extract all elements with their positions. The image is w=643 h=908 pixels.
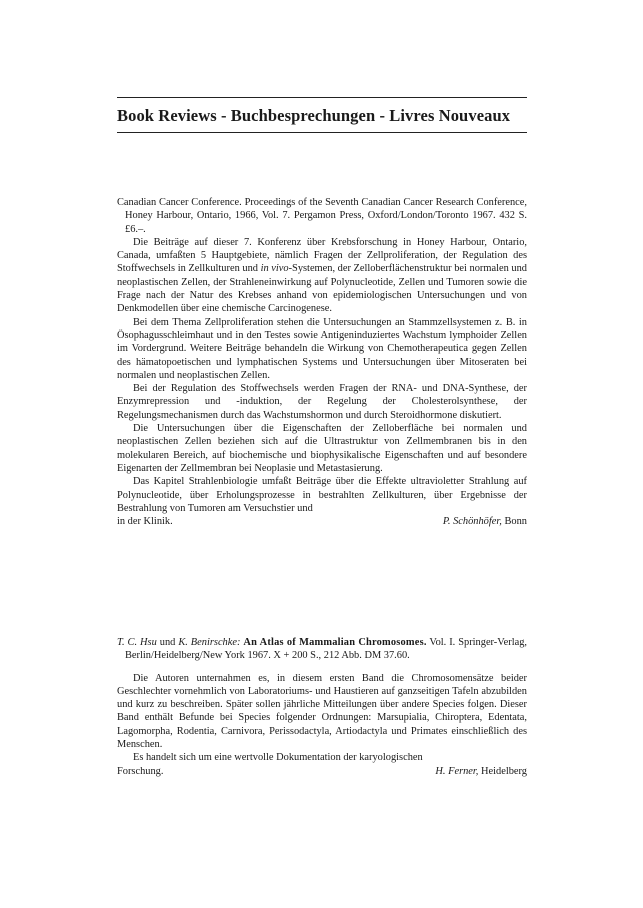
author-name: T. C. Hsu xyxy=(117,637,157,648)
citation-details: Proceedings of the Seventh Canadian Cancer Research Conference, Honey Harbour, Ontario, 1966, Vol. 7. Pergamon Press, Oxford/London/Toronto 1967. 432 S. £6.–. xyxy=(125,197,527,235)
page-header-title: Book Reviews - Buchbesprechungen - Livres Nouveaux xyxy=(117,106,511,125)
review-citation: T. C. Hsu und K. Benirschke: An Atlas of Mammalian Chromosomes. Vol. I. Springer-Verlag, Berlin/Heidelberg/New York 1967. X + 200 S., 212 Abb. DM 37.60. xyxy=(117,637,527,662)
review-paragraph: Die Untersuchungen über die Eigenschaften der Zelloberfläche bei normalen und neoplastischen Zellen beziehen sich auf die Ultrastruktur von Zellmembranen bis in den molekularen Bereich, auf biochemische und biophysikalische Eigenschaften und auf besondere Eigenarten der Zellmembran bei Neoplasie und Metastasierung. xyxy=(117,423,527,474)
review-paragraph: Bei der Regulation des Stoffwechsels werden Fragen der RNA- und DNA-Synthese, der Enzymrepression und -induktion, der Regelung der Cholesterolsynthese, der Regelungsmechanismen durch das Wachstumshormon und durch Steroidhormone diskutiert. xyxy=(117,383,527,421)
reviewer-signature: P. Schönhöfer, Bonn xyxy=(442,516,527,528)
book-title: An Atlas of Mammalian Chromosomes. xyxy=(243,637,427,648)
review-citation xyxy=(117,196,527,236)
review-paragraph: Das Kapitel Strahlenbiologie umfaßt Beiträge über die Effekte ultravioletter Strahlung auf Polynucleotide, über Erholungsprozesse in bestrahlten Zellkulturen, über Ergebnisse der Bestrahlung von Tumoren am Versuchstier und xyxy=(117,476,527,514)
review-closing-line: in der Klinik. P. Schönhöfer, Bonn xyxy=(117,516,527,528)
author-name: K. Benirschke: xyxy=(178,637,241,648)
review-paragraph: Die Autoren unternahmen es, in diesem ersten Band die Chromosomensätze beider Geschlechter vornehmlich von Laboratoriums- und Haustieren auf ganzseitigen Tafeln abzubilden und kurz zu beschreiben. Später sollen jährliche Mitteilungen über andere Species folgen. Dieser Band enthält Befunde bei Species folgender Ordnungen: Marsupialia, Chiroptera, Edentata, Lagomorpha, Rodentia, Carnivora, Perissodactyla, Artiodactyla und Primates einschließlich des Menschen. xyxy=(117,672,527,751)
header-top-rule xyxy=(117,97,527,98)
reviewer-signature: H. Ferner, Heidelberg xyxy=(435,765,527,777)
review-canadian-cancer-conference xyxy=(117,196,527,528)
review-closing-line: Forschung. H. Ferner, Heidelberg xyxy=(117,765,527,777)
book-title: Canadian Cancer Conference. xyxy=(117,197,242,208)
header-bottom-rule xyxy=(117,132,527,133)
review-paragraph: Bei dem Thema Zellproliferation stehen die Untersuchungen an Stammzellsystemen z. B. in Ösophagusschleimhaut und in den Testes sowie Antigeninduziertes Wachstum lymphoider Zellen im Vordergrund. Weitere Beiträge behandeln die Wirkung von Chemotherapeutica gegen Zellen des hämatopoetischen und lymphatischen Systems und Untersuchungen über Mitoseraten bei normalen und neoplastischen Zellen. xyxy=(117,316,527,381)
review-atlas-mammalian-chromosomes xyxy=(117,636,527,778)
review-paragraph: Die Beiträge auf dieser 7. Konferenz über Krebsforschung in Honey Harbour, Ontario, Canada, umfaßten 5 Hauptgebiete, nämlich Fragen der Zellproliferation, der Regulation des Stoffwechsels in Zellkulturen und in vivo-Systemen, der Zelloberflächenstruktur bei normalen und neoplastischen Zellen, der Strahleneinwirkung auf Polynucleotide, Zellen und Tumoren sowie die Frage nach der Natur des Krebses anhand von epidemiologischen Untersuchungen und von Denkmodellen über eine chemische Carcinogenese. xyxy=(117,236,527,315)
review-paragraph: Es handelt sich um eine wertvolle Dokumentation der karyologischen xyxy=(133,752,423,764)
citation-details: Vol. I. Springer-Verlag, Berlin/Heidelberg/New York 1967. X + 200 S., 212 Abb. DM 37.60. xyxy=(125,637,527,662)
